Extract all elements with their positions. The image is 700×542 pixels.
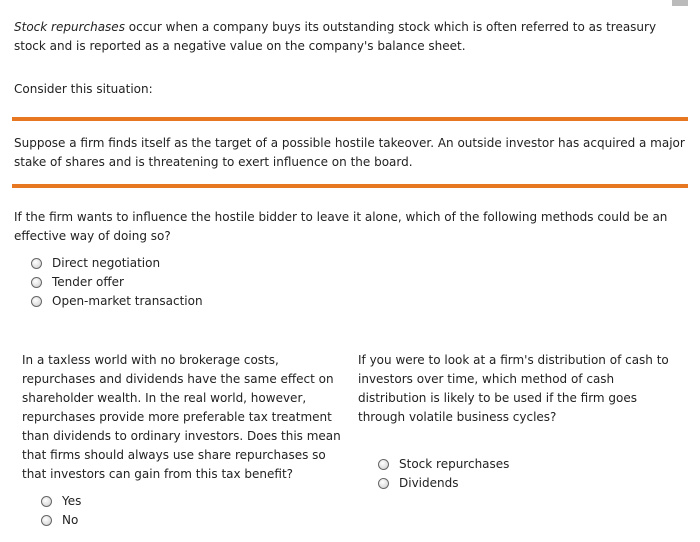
radio-icon[interactable] bbox=[41, 515, 52, 526]
option-label: Dividends bbox=[399, 476, 459, 490]
radio-icon[interactable] bbox=[41, 496, 52, 507]
option-label: No bbox=[62, 513, 79, 527]
option-tender-offer[interactable] bbox=[31, 273, 203, 292]
consider-label: Consider this situation: bbox=[14, 82, 153, 96]
option-direct-negotiation[interactable] bbox=[31, 254, 203, 273]
radio-icon[interactable] bbox=[378, 478, 389, 489]
q2-options bbox=[41, 492, 81, 530]
option-dividends[interactable] bbox=[378, 474, 509, 493]
option-no[interactable] bbox=[41, 511, 81, 530]
radio-icon[interactable] bbox=[31, 258, 42, 269]
question-1: If the firm wants to influence the hostile bidder to leave it alone, which of the following methods could be an effective way of doing so? bbox=[14, 210, 668, 243]
option-label: Tender offer bbox=[52, 275, 124, 289]
question-3: If you were to look at a firm's distribution of cash to investors over time, which method of cash distribution is likely to be used if the firm goes through volatile business cycles? bbox=[358, 353, 669, 424]
question-2: In a taxless world with no brokerage costs, repurchases and dividends have the same effect on shareholder wealth. In the real world, however, repurchases provide more preferable tax treatment than dividends to ordinary investors. Does this mean that firms should always use share repurchases so that investors can gain from this tax benefit? bbox=[22, 353, 341, 481]
radio-icon[interactable] bbox=[31, 296, 42, 307]
option-stock-repurchases[interactable] bbox=[378, 455, 509, 474]
scroll-indicator bbox=[672, 0, 688, 6]
radio-icon[interactable] bbox=[378, 459, 389, 470]
option-label: Direct negotiation bbox=[52, 256, 161, 270]
option-label: Open-market transaction bbox=[52, 294, 203, 308]
q1-options bbox=[31, 254, 203, 311]
option-label: Stock repurchases bbox=[399, 457, 510, 471]
option-yes[interactable] bbox=[41, 492, 81, 511]
situation-text: Suppose a firm finds itself as the target of a possible hostile takeover. An outside investor has acquired a major stake of shares and is threatening to exert influence on the board. bbox=[14, 136, 685, 169]
q3-options bbox=[378, 455, 509, 493]
divider-bottom bbox=[12, 184, 688, 188]
radio-icon[interactable] bbox=[31, 277, 42, 288]
divider-top bbox=[12, 117, 688, 121]
option-open-market[interactable] bbox=[31, 292, 203, 311]
intro-text: Stock repurchases occur when a company buys its outstanding stock which is often referred to as treasury stock and is reported as a negative value on the company's balance sheet. bbox=[14, 20, 657, 53]
option-label: Yes bbox=[62, 494, 82, 508]
